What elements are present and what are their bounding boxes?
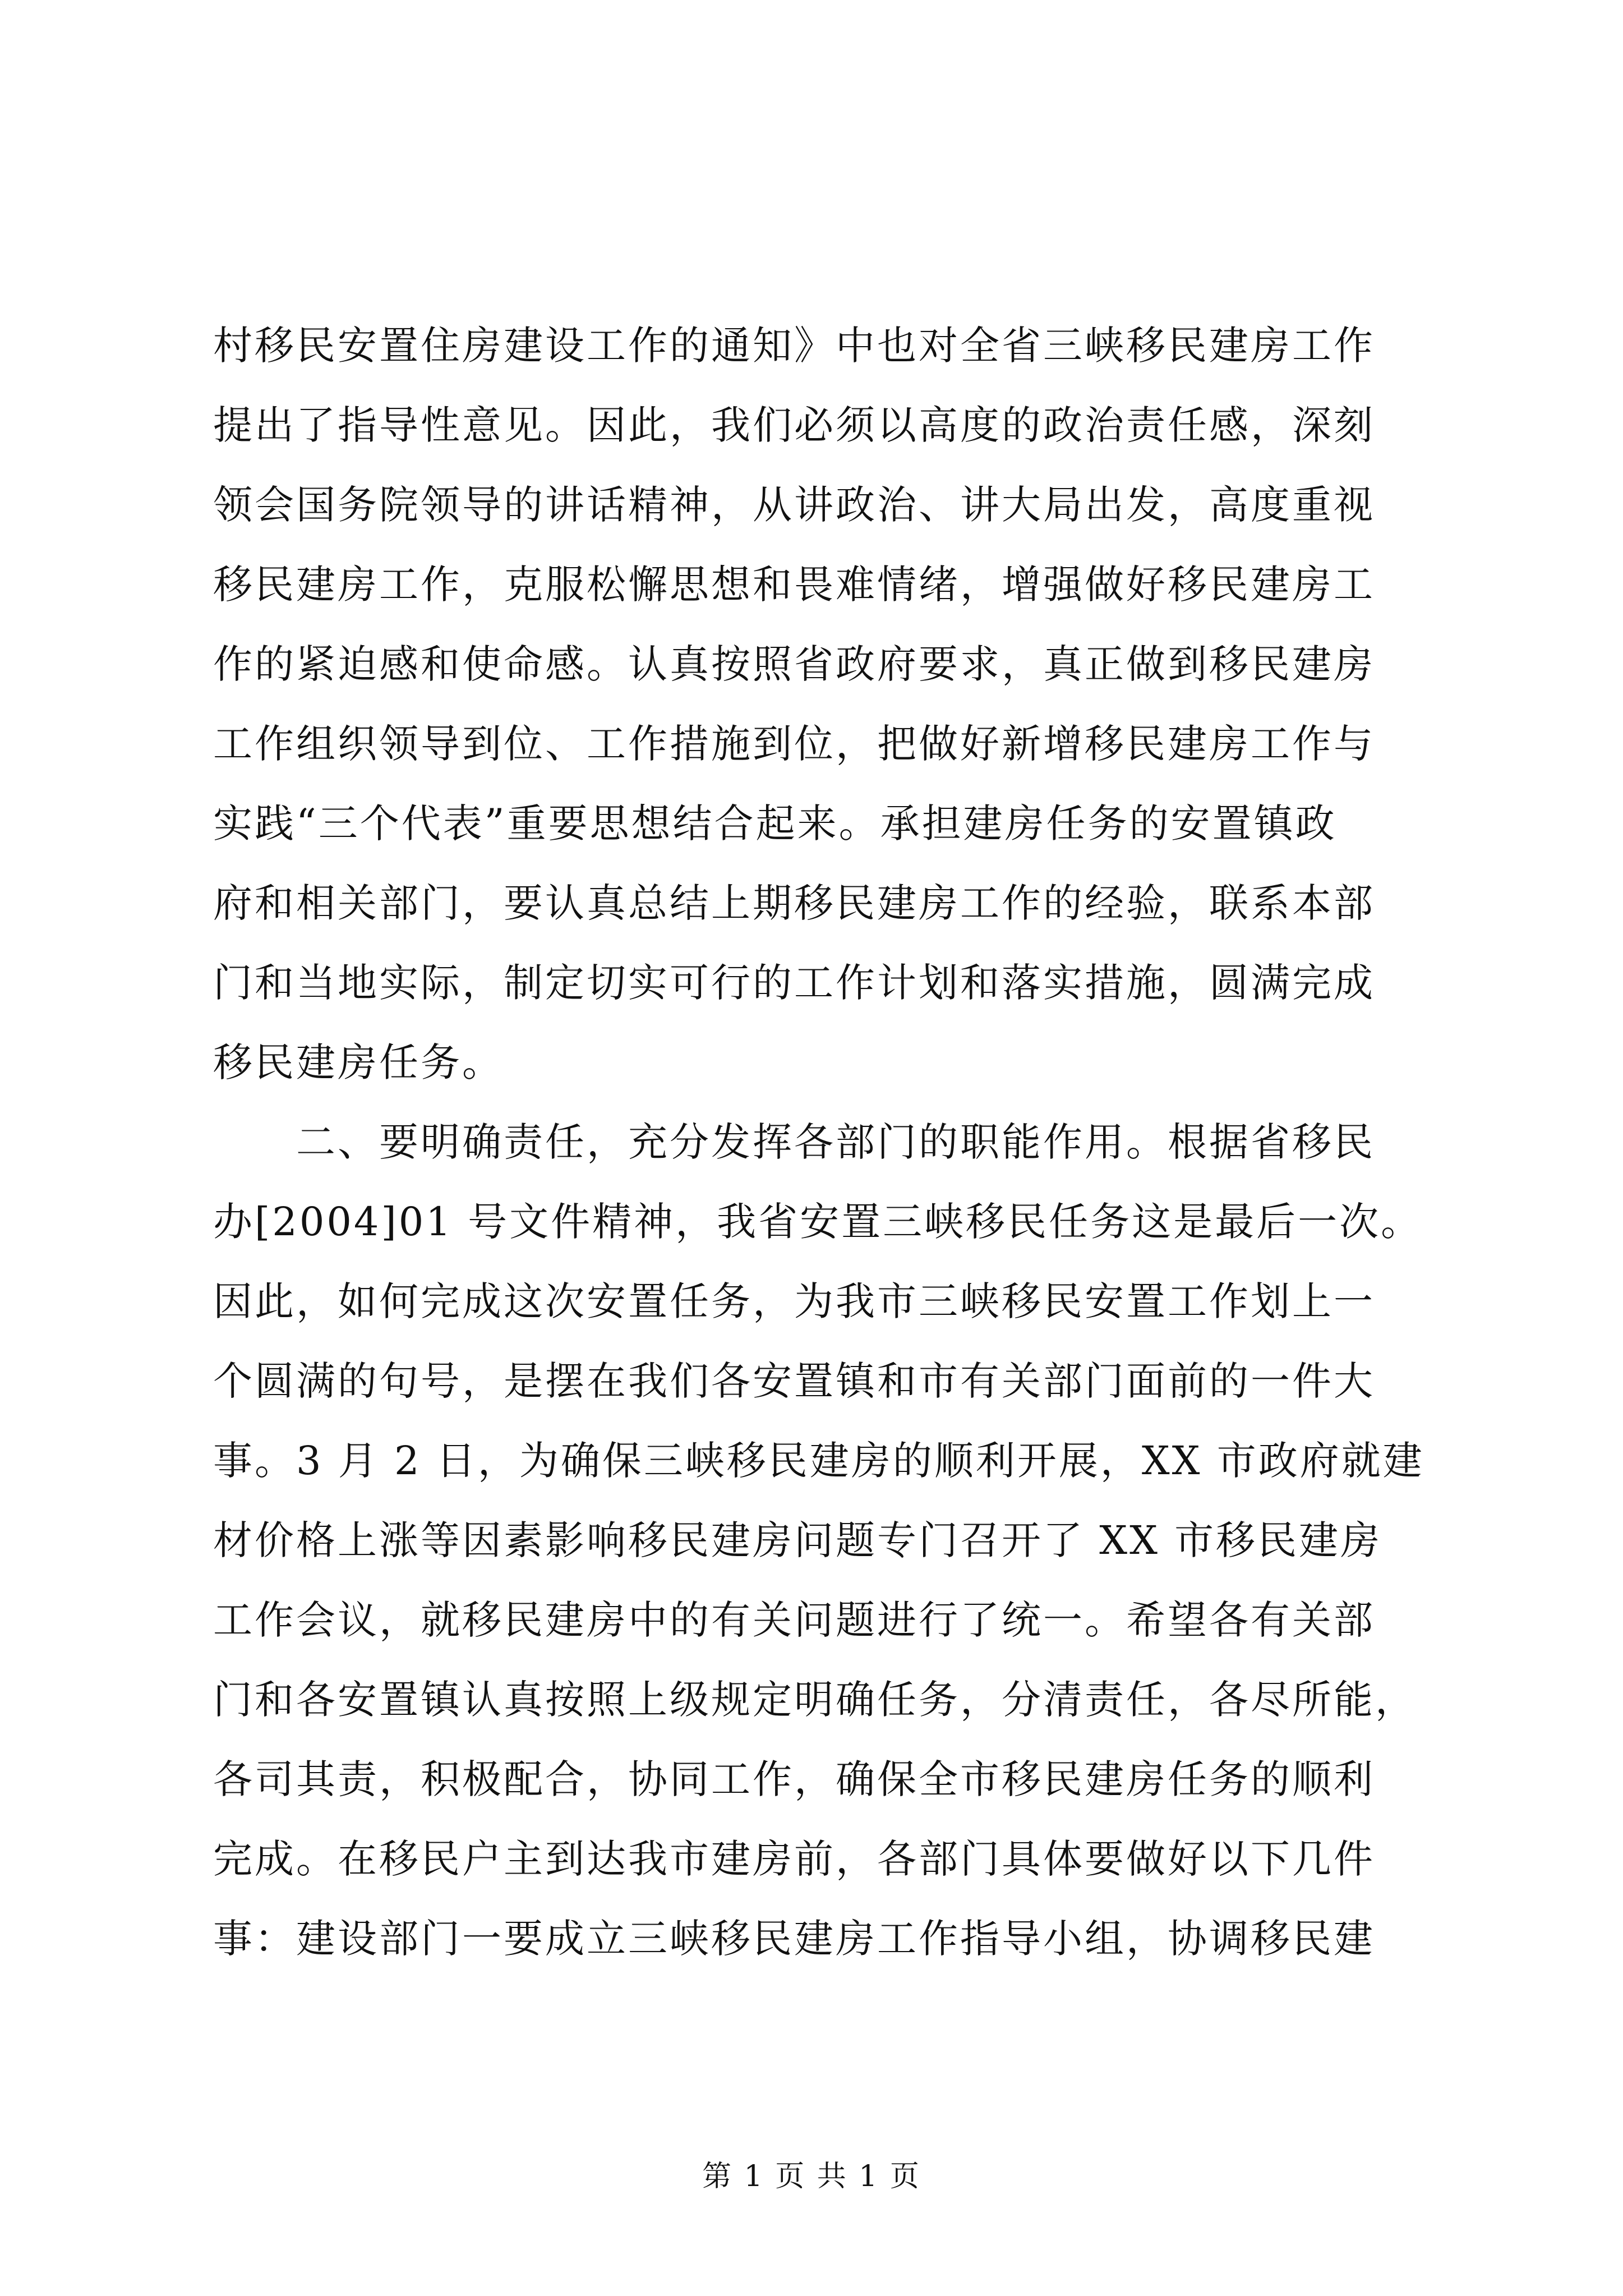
text-line: 作的紧迫感和使命感。认真按照省政府要求，真正做到移民建房	[213, 641, 1375, 687]
text-line: 事。3 月 2 日，为确保三峡移民建房的顺利开展，XX 市政府就建	[213, 1438, 1424, 1484]
text-line: 因此，如何完成这次安置任务，为我市三峡移民安置工作划上一	[213, 1278, 1375, 1324]
text-line: 门和各安置镇认真按照上级规定明确任务，分清责任，各尽所能，	[213, 1677, 1417, 1723]
text-line: 村移民安置住房建设工作的通知》中也对全省三峡移民建房工作	[213, 323, 1375, 369]
text-line: 事：建设部门一要成立三峡移民建房工作指导小组，协调移民建	[213, 1916, 1375, 1962]
text-line: 提出了指导性意见。因此，我们必须以高度的政治责任感，深刻	[213, 402, 1375, 448]
text-line: 工作会议，就移民建房中的有关问题进行了统一。希望各有关部	[213, 1597, 1375, 1643]
text-line: 工作组织领导到位、工作措施到位，把做好新增移民建房工作与	[213, 721, 1375, 767]
page-footer: 第 1 页 共 1 页	[702, 2160, 921, 2193]
text-line: 实践“三个代表”重要思想结合起来。承担建房任务的安置镇政	[213, 800, 1337, 846]
text-line: 办[2004]01 号文件精神，我省安置三峡移民任务这是最后一次。	[213, 1199, 1423, 1245]
text-line: 府和相关部门，要认真总结上期移民建房工作的经验，联系本部	[213, 880, 1375, 926]
text-line: 个圆满的句号，是摆在我们各安置镇和市有关部门面前的一件大	[213, 1358, 1375, 1404]
text-line: 材价格上涨等因素影响移民建房问题专门召开了 XX 市移民建房	[213, 1517, 1382, 1563]
text-line: 移民建房工作，克服松懈思想和畏难情绪，增强做好移民建房工	[213, 562, 1375, 608]
document-body	[213, 306, 1424, 1978]
text-line: 领会国务院领导的讲话精神，从讲政治、讲大局出发，高度重视	[213, 482, 1375, 528]
text-line: 各司其责，积极配合，协同工作，确保全市移民建房任务的顺利	[213, 1756, 1375, 1802]
text-line: 完成。在移民户主到达我市建房前，各部门具体要做好以下几件	[213, 1836, 1375, 1882]
text-line: 移民建房任务。	[213, 1039, 504, 1085]
text-line: 二、要明确责任，充分发挥各部门的职能作用。根据省移民	[213, 1119, 1375, 1165]
text-line: 门和当地实际，制定切实可行的工作计划和落实措施，圆满完成	[213, 960, 1375, 1006]
